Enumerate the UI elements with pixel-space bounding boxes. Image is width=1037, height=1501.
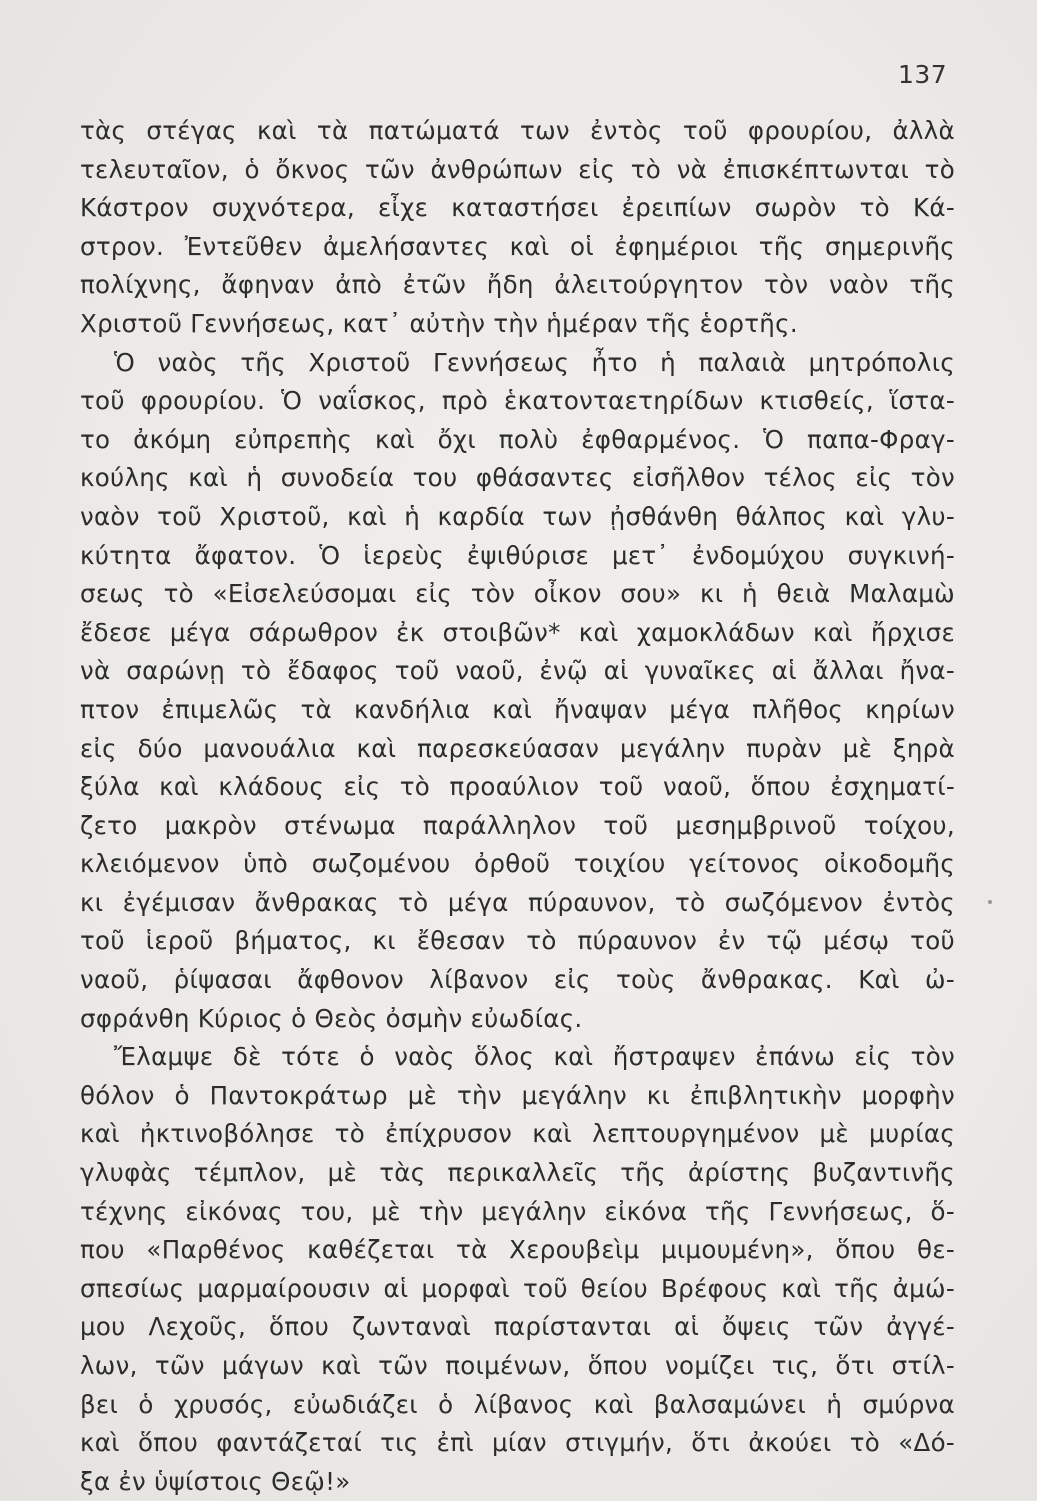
text-line: λων, τῶν μάγων καὶ τῶν ποιμένων, ὅπου νομίζει τις, ὅτι στίλ- (80, 1351, 955, 1380)
text-line: στρον. Ἐντεῦθεν ἀμελήσαντες καὶ οἱ ἐφημέριοι τῆς σημερινῆς (80, 231, 955, 261)
text-line: ναοῦ, ῥίψασαι ἄφθονον λίβανον εἰς τοὺς ἄνθρακας. Καὶ ὠ- (80, 965, 955, 995)
text-line: Κάστρον συχνότερα, εἶχε καταστήσει ἐρειπίων σωρὸν τὸ Κά- (80, 193, 955, 223)
text-line: σπεσίως μαρμαίρουσιν αἱ μορφαὶ τοῦ θείου Βρέφους καὶ τῆς ἀμώ- (80, 1273, 955, 1303)
text-line: γλυφὰς τέμπλον, μὲ τὰς περικαλλεῖς τῆς ἀρίστης βυζαντινῆς (80, 1158, 955, 1188)
text-line: ἔδεσε μέγα σάρωθρον ἐκ στοιβῶν* καὶ χαμοκλάδων καὶ ἤρχισε (80, 617, 955, 647)
text-line: θόλον ὁ Παντοκράτωρ μὲ τὴν μεγάλην κι ἐπιβλητικὴν μορφὴν (80, 1080, 955, 1110)
text-line: βει ὁ χρυσός, εὐωδιάζει ὁ λίβανος καὶ βαλσαμώνει ἡ σμύρνα (80, 1389, 955, 1419)
paragraph-1 (80, 112, 955, 344)
text-line: τὰς στέγας καὶ τὰ πατώματά των ἐντὸς τοῦ φρουρίου, ἀλλὰ (80, 116, 955, 145)
text-line: τοῦ φρουρίου. Ὁ ναΐσκος, πρὸ ἑκατονταετηρίδων κτισθείς, ἵστα- (80, 386, 955, 416)
text-line: πτον ἐπιμελῶς τὰ κανδήλια καὶ ἤναψαν μέγα πλῆθος κηρίων (80, 694, 955, 724)
text-line: κι ἐγέμισαν ἄνθρακας τὸ μέγα πύραυνον, τὸ σωζόμενον ἐντὸς (80, 887, 955, 917)
page-number: 137 (898, 60, 948, 89)
text-line: εἰς δύο μανουάλια καὶ παρεσκεύασαν μεγάλην πυρὰν μὲ ξηρὰ (80, 733, 955, 763)
text-line: κύτητα ἄφατον. Ὁ ἱερεὺς ἐψιθύρισε μετ᾿ ἐνδομύχου συγκινή- (80, 540, 955, 570)
text-line: Χριστοῦ Γεννήσεως, κατ᾿ αὐτὴν τὴν ἡμέραν τῆς ἑορτῆς. (80, 308, 798, 338)
paragraph-3 (80, 1038, 955, 1501)
paragraph-2 (80, 344, 955, 1039)
text-line: τέχνης εἰκόνας του, μὲ τὴν μεγάλην εἰκόνα τῆς Γεννήσεως, ὅ- (80, 1196, 955, 1226)
text-line: που «Παρθένος καθέζεται τὰ Χερουβεὶμ μιμουμένη», ὅπου θε- (80, 1235, 955, 1265)
text-line: ξύλα καὶ κλάδους εἰς τὸ προαύλιον τοῦ ναοῦ, ὅπου ἐσχηματί- (80, 772, 955, 802)
text-line: Ὁ ναὸς τῆς Χριστοῦ Γεννήσεως ἦτο ἡ παλαιὰ μητρόπολις (114, 347, 955, 377)
text-line: νὰ σαρώνῃ τὸ ἔδαφος τοῦ ναοῦ, ἐνῷ αἱ γυναῖκες αἱ ἄλλαι ἤνα- (80, 656, 955, 686)
text-line: μου Λεχοῦς, ὅπου ζωνταναὶ παρίστανται αἱ ὄψεις τῶν ἀγγέ- (80, 1312, 955, 1342)
text-line: ναὸν τοῦ Χριστοῦ, καὶ ἡ καρδία των ᾐσθάνθη θάλπος καὶ γλυ- (80, 501, 955, 531)
text-line: τοῦ ἱεροῦ βήματος, κι ἔθεσαν τὸ πύραυνον ἐν τῷ μέσῳ τοῦ (80, 926, 955, 956)
text-line: Ἔλαμψε δὲ τότε ὁ ναὸς ὅλος καὶ ἤστραψεν ἐπάνω εἰς τὸν (114, 1042, 955, 1072)
text-line: κλειόμενον ὑπὸ σωζομένου ὀρθοῦ τοιχίου γείτονος οἰκοδομῆς (80, 849, 955, 879)
ink-speck (988, 900, 992, 904)
text-line: ξα ἐν ὑψίστοις Θεῷ!» (80, 1466, 351, 1496)
body-text (80, 112, 955, 1501)
text-line: πολίχνης, ἄφηναν ἀπὸ ἐτῶν ἤδη ἀλειτούργητον τὸν ναὸν τῆς (80, 270, 955, 300)
text-line: κούλης καὶ ἡ συνοδεία του φθάσαντες εἰσῆλθον τέλος εἰς τὸν (80, 463, 955, 493)
text-line: σεως τὸ «Εἰσελεύσομαι εἰς τὸν οἶκον σου» κι ἡ θειὰ Μαλαμὼ (80, 579, 955, 609)
text-line: ζετο μακρὸν στένωμα παράλληλον τοῦ μεσημβρινοῦ τοίχου, (80, 810, 955, 840)
text-line: τελευταῖον, ὁ ὄκνος τῶν ἀνθρώπων εἰς τὸ νὰ ἐπισκέπτωνται τὸ (80, 154, 955, 184)
text-line: το ἀκόμη εὐπρεπὴς καὶ ὄχι πολὺ ἐφθαρμένος. Ὁ παπα-Φραγ- (80, 424, 955, 454)
text-line: σφράνθη Κύριος ὁ Θεὸς ὀσμὴν εὐωδίας. (80, 1003, 583, 1033)
text-line: καὶ ἠκτινοβόλησε τὸ ἐπίχρυσον καὶ λεπτουργημένον μὲ μυρίας (80, 1119, 955, 1149)
text-line: καὶ ὅπου φαντάζεταί τις ἐπὶ μίαν στιγμήν, ὅτι ἀκούει τὸ «Δό- (80, 1428, 955, 1458)
